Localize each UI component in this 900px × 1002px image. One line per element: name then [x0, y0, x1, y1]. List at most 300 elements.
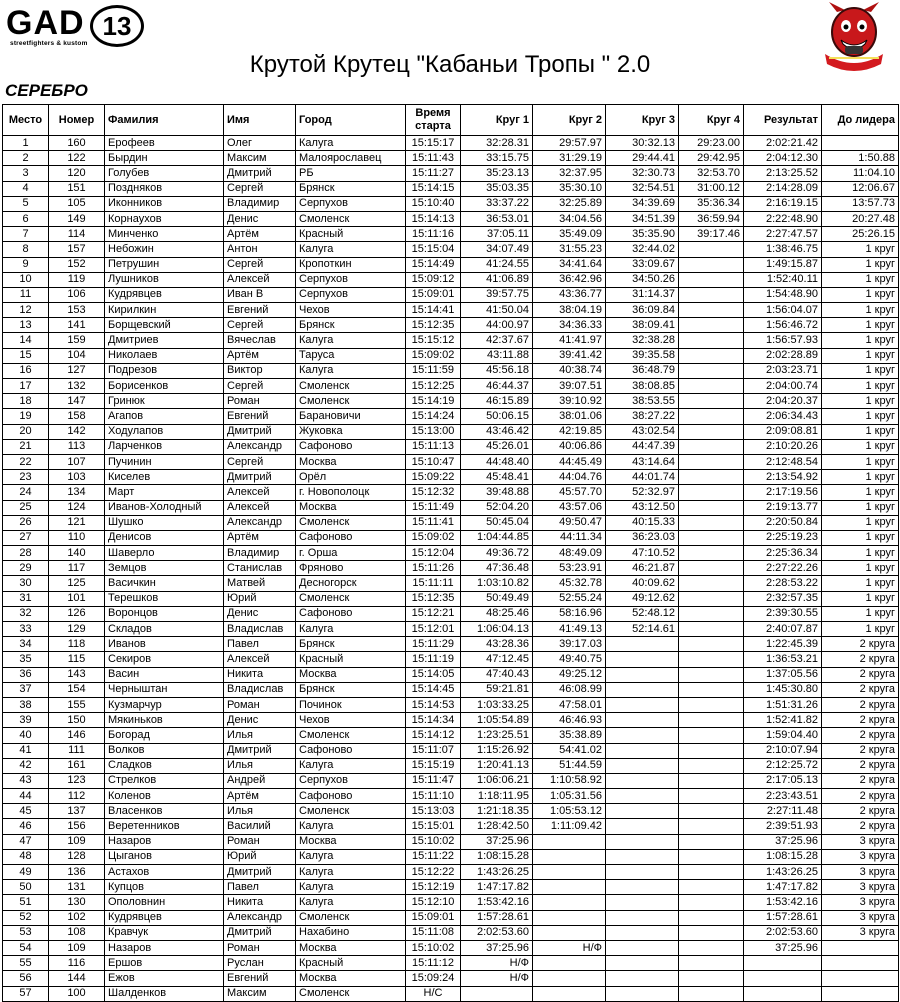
table-row [3, 136, 899, 151]
cell-lap-2: 38:01.06 [533, 409, 606, 424]
cell-place: 42 [3, 758, 49, 773]
cell-result: 1:08:15.28 [744, 849, 822, 864]
cell-start-time: 15:09:02 [406, 348, 461, 363]
cell-gap: 1:50.88 [822, 151, 899, 166]
cell-lap-1: 1:04:44.85 [461, 530, 533, 545]
cell-lap-3 [606, 758, 679, 773]
cell-place: 34 [3, 637, 49, 652]
cell-start-time: 15:15:17 [406, 136, 461, 151]
cell-lap-4: 39:17.46 [679, 227, 744, 242]
cell-number: 127 [49, 363, 105, 378]
cell-number: 155 [49, 697, 105, 712]
cell-result: 1:56:46.72 [744, 318, 822, 333]
cell-lap-2: 31:29.19 [533, 151, 606, 166]
cell-lap-2: 43:57.06 [533, 500, 606, 515]
cell-name: Алексей [224, 652, 296, 667]
cell-place: 39 [3, 713, 49, 728]
cell-result: 2:02:53.60 [744, 925, 822, 940]
cell-start-time: 15:12:01 [406, 622, 461, 637]
cell-gap: 3 круга [822, 910, 899, 925]
cell-city: Серпухов [296, 773, 406, 788]
cell-place: 37 [3, 682, 49, 697]
table-row [3, 348, 899, 363]
cell-name: Алексей [224, 500, 296, 515]
cell-start-time: 15:10:02 [406, 940, 461, 955]
cell-lap-1: 48:25.46 [461, 606, 533, 621]
cell-lap-3: 40:15.33 [606, 515, 679, 530]
cell-number: 130 [49, 895, 105, 910]
cell-surname: Шалденков [105, 986, 224, 1001]
cell-place: 19 [3, 409, 49, 424]
cell-number: 146 [49, 728, 105, 743]
cell-gap: 12:06.67 [822, 181, 899, 196]
cell-lap-3: 52:48.12 [606, 606, 679, 621]
cell-city: Жуковка [296, 424, 406, 439]
cell-surname: Шаверло [105, 546, 224, 561]
cell-number: 102 [49, 910, 105, 925]
cell-gap: 1 круг [822, 409, 899, 424]
cell-name: Иван В [224, 287, 296, 302]
cell-lap-2: 38:04.19 [533, 303, 606, 318]
cell-city: Москва [296, 667, 406, 682]
cell-number: 144 [49, 971, 105, 986]
cell-lap-1: 45:56.18 [461, 363, 533, 378]
cell-lap-3: 43:02.54 [606, 424, 679, 439]
cell-place: 3 [3, 166, 49, 181]
logo-tagline: streetfighters & kustom [10, 40, 88, 47]
cell-lap-1: 44:00.97 [461, 318, 533, 333]
cell-lap-2: 35:38.89 [533, 728, 606, 743]
cell-result: 2:19:13.77 [744, 500, 822, 515]
cell-city: Смоленск [296, 394, 406, 409]
cell-gap: 1 круг [822, 439, 899, 454]
cell-surname: Цыганов [105, 849, 224, 864]
cell-number: 156 [49, 819, 105, 834]
cell-start-time: 15:11:08 [406, 925, 461, 940]
cell-lap-1: 34:07.49 [461, 242, 533, 257]
table-row [3, 819, 899, 834]
table-row [3, 287, 899, 302]
cell-surname: Земцов [105, 561, 224, 576]
cell-start-time: 15:11:41 [406, 515, 461, 530]
cell-name: Александр [224, 910, 296, 925]
cell-surname: Петрушин [105, 257, 224, 272]
cell-start-time: 15:11:12 [406, 956, 461, 971]
table-row [3, 804, 899, 819]
cell-number: 153 [49, 303, 105, 318]
table-row [3, 257, 899, 272]
cell-gap: 2 круга [822, 652, 899, 667]
cell-lap-3 [606, 743, 679, 758]
cell-result: 2:04:00.74 [744, 379, 822, 394]
cell-result: 1:56:04.07 [744, 303, 822, 318]
col-name: Имя [224, 105, 296, 136]
cell-number: 119 [49, 272, 105, 287]
cell-surname: Веретенников [105, 819, 224, 834]
cell-lap-1: 1:03:33.25 [461, 697, 533, 712]
cell-gap: 1 круг [822, 242, 899, 257]
cell-place: 51 [3, 895, 49, 910]
cell-result: 1:57:28.61 [744, 910, 822, 925]
cell-place: 7 [3, 227, 49, 242]
cell-name: Павел [224, 880, 296, 895]
cell-name: Александр [224, 515, 296, 530]
cell-surname: Денисов [105, 530, 224, 545]
cell-place: 57 [3, 986, 49, 1001]
cell-name: Денис [224, 713, 296, 728]
table-row [3, 697, 899, 712]
cell-lap-2: 54:41.02 [533, 743, 606, 758]
cell-surname: Купцов [105, 880, 224, 895]
cell-lap-3: 29:44.41 [606, 151, 679, 166]
cell-gap: 3 круга [822, 880, 899, 895]
table-row [3, 728, 899, 743]
cell-city: Калуга [296, 895, 406, 910]
cell-number: 157 [49, 242, 105, 257]
cell-lap-3: 44:01.74 [606, 470, 679, 485]
cell-lap-1: 41:24.55 [461, 257, 533, 272]
cell-name: Станислав [224, 561, 296, 576]
cell-start-time: 15:12:35 [406, 591, 461, 606]
cell-start-time: 15:11:49 [406, 500, 461, 515]
cell-lap-1: 46:44.37 [461, 379, 533, 394]
cell-surname: Пучинин [105, 454, 224, 469]
cell-lap-1: 39:48.88 [461, 485, 533, 500]
cell-lap-1: 1:08:15.28 [461, 849, 533, 864]
table-row [3, 181, 899, 196]
cell-city: Малоярославец [296, 151, 406, 166]
cell-lap-1: 50:06.15 [461, 409, 533, 424]
cell-start-time: 15:14:13 [406, 211, 461, 226]
cell-place: 46 [3, 819, 49, 834]
cell-name: Роман [224, 834, 296, 849]
cell-name: Дмитрий [224, 424, 296, 439]
cell-gap: 2 круга [822, 667, 899, 682]
cell-lap-3 [606, 895, 679, 910]
cell-lap-3: 43:14.64 [606, 454, 679, 469]
cell-name: Артём [224, 789, 296, 804]
cell-lap-4: 35:36.34 [679, 196, 744, 211]
cell-gap: 1 круг [822, 257, 899, 272]
cell-surname: Назаров [105, 940, 224, 955]
cell-name: Андрей [224, 773, 296, 788]
cell-lap-3: 43:12.50 [606, 500, 679, 515]
table-row [3, 409, 899, 424]
cell-lap-1: 1:06:06.21 [461, 773, 533, 788]
cell-lap-4 [679, 606, 744, 621]
cell-lap-4 [679, 394, 744, 409]
table-row [3, 971, 899, 986]
cell-surname: Богорад [105, 728, 224, 743]
cell-place: 12 [3, 303, 49, 318]
cell-lap-1: 47:12.45 [461, 652, 533, 667]
cell-city: Серпухов [296, 287, 406, 302]
cell-start-time: 15:11:13 [406, 439, 461, 454]
cell-lap-4 [679, 925, 744, 940]
cell-lap-4 [679, 622, 744, 637]
cell-lap-4 [679, 470, 744, 485]
cell-lap-1: 59:21.81 [461, 682, 533, 697]
cell-city: Красный [296, 956, 406, 971]
table-row [3, 227, 899, 242]
cell-place: 24 [3, 485, 49, 500]
cell-lap-2: Н/Ф [533, 940, 606, 955]
cell-lap-2: 45:57.70 [533, 485, 606, 500]
cell-lap-4 [679, 697, 744, 712]
cell-lap-4 [679, 819, 744, 834]
cell-gap: 3 круга [822, 834, 899, 849]
cell-gap: 11:04.10 [822, 166, 899, 181]
cell-result: 2:12:25.72 [744, 758, 822, 773]
cell-result: 2:12:48.54 [744, 454, 822, 469]
cell-city: Сафоново [296, 743, 406, 758]
cell-place: 28 [3, 546, 49, 561]
cell-lap-4 [679, 940, 744, 955]
cell-place: 31 [3, 591, 49, 606]
cell-city: Калуга [296, 363, 406, 378]
cell-result: 2:10:07.94 [744, 743, 822, 758]
cell-number: 150 [49, 713, 105, 728]
cell-lap-4 [679, 576, 744, 591]
table-row [3, 667, 899, 682]
cell-city: Барановичи [296, 409, 406, 424]
cell-start-time: 15:12:19 [406, 880, 461, 895]
cell-name: Евгений [224, 409, 296, 424]
cell-start-time: 15:09:24 [406, 971, 461, 986]
cell-surname: Иконников [105, 196, 224, 211]
cell-lap-1: Н/Ф [461, 971, 533, 986]
cell-start-time: 15:14:34 [406, 713, 461, 728]
cell-place: 8 [3, 242, 49, 257]
cell-number: 143 [49, 667, 105, 682]
cell-result: 2:13:54.92 [744, 470, 822, 485]
cell-surname: Поздняков [105, 181, 224, 196]
table-row [3, 849, 899, 864]
cell-place: 55 [3, 956, 49, 971]
cell-gap: 20:27.48 [822, 211, 899, 226]
cell-lap-4: 32:53.70 [679, 166, 744, 181]
cell-start-time: 15:12:21 [406, 606, 461, 621]
cell-number: 118 [49, 637, 105, 652]
cell-lap-1 [461, 986, 533, 1001]
cell-result: 2:02:28.89 [744, 348, 822, 363]
cell-place: 25 [3, 500, 49, 515]
cell-surname: Складов [105, 622, 224, 637]
cell-name: Артём [224, 227, 296, 242]
table-row [3, 865, 899, 880]
cell-surname: Ларченков [105, 439, 224, 454]
cell-surname: Бырдин [105, 151, 224, 166]
cell-name: Алексей [224, 485, 296, 500]
cell-lap-3: 30:32.13 [606, 136, 679, 151]
cell-start-time: 15:12:25 [406, 379, 461, 394]
cell-result: 1:49:15.87 [744, 257, 822, 272]
cell-start-time: 15:15:01 [406, 819, 461, 834]
cell-result: 1:54:48.90 [744, 287, 822, 302]
cell-lap-3: 52:14.61 [606, 622, 679, 637]
cell-start-time: 15:15:04 [406, 242, 461, 257]
cell-gap: 1 круг [822, 561, 899, 576]
cell-result: 2:40:07.87 [744, 622, 822, 637]
cell-gap: 1 круг [822, 591, 899, 606]
cell-number: 112 [49, 789, 105, 804]
cell-lap-1: 43:11.88 [461, 348, 533, 363]
cell-lap-4 [679, 971, 744, 986]
cell-city: Кропоткин [296, 257, 406, 272]
cell-lap-1: 1:21:18.35 [461, 804, 533, 819]
cell-lap-3: 33:09.67 [606, 257, 679, 272]
cell-gap: 1 круг [822, 500, 899, 515]
cell-gap: 1 круг [822, 470, 899, 485]
cell-start-time: 15:15:12 [406, 333, 461, 348]
cell-result: 2:39:30.55 [744, 606, 822, 621]
cell-city: Починок [296, 697, 406, 712]
cell-lap-4 [679, 652, 744, 667]
cell-place: 16 [3, 363, 49, 378]
cell-lap-4 [679, 591, 744, 606]
cell-number: 131 [49, 880, 105, 895]
cell-city: Калуга [296, 622, 406, 637]
cell-lap-4 [679, 667, 744, 682]
cell-name: Сергей [224, 257, 296, 272]
cell-result: 2:20:50.84 [744, 515, 822, 530]
cell-number: 110 [49, 530, 105, 545]
cell-name: Сергей [224, 181, 296, 196]
cell-lap-4 [679, 424, 744, 439]
cell-lap-3: 36:09.84 [606, 303, 679, 318]
cell-lap-2 [533, 880, 606, 895]
cell-number: 104 [49, 348, 105, 363]
table-row [3, 470, 899, 485]
cell-lap-2: 40:38.74 [533, 363, 606, 378]
cell-number: 158 [49, 409, 105, 424]
cell-start-time: 15:09:12 [406, 272, 461, 287]
cell-number: 111 [49, 743, 105, 758]
col-start-time: Время старта [406, 105, 461, 136]
cell-surname: Кудрявцев [105, 910, 224, 925]
cell-city: Калуга [296, 136, 406, 151]
cell-city: Смоленск [296, 211, 406, 226]
cell-start-time: 15:09:02 [406, 530, 461, 545]
cell-lap-2: 32:37.95 [533, 166, 606, 181]
cell-lap-4 [679, 880, 744, 895]
cell-result: 2:25:19.23 [744, 530, 822, 545]
cell-city: Брянск [296, 318, 406, 333]
cell-surname: Корнаухов [105, 211, 224, 226]
cell-lap-2: 32:25.89 [533, 196, 606, 211]
cell-start-time: 15:11:22 [406, 849, 461, 864]
cell-name: Антон [224, 242, 296, 257]
cell-number: 152 [49, 257, 105, 272]
cell-lap-3: 32:44.02 [606, 242, 679, 257]
cell-lap-1: 1:18:11.95 [461, 789, 533, 804]
cell-name: Олег [224, 136, 296, 151]
table-row [3, 576, 899, 591]
cell-result: 2:02:21.42 [744, 136, 822, 151]
table-row [3, 196, 899, 211]
cell-surname: Лушников [105, 272, 224, 287]
cell-city: г. Новополоцк [296, 485, 406, 500]
cell-name: Артём [224, 348, 296, 363]
table-row [3, 561, 899, 576]
cell-lap-1: 52:04.20 [461, 500, 533, 515]
cell-lap-4 [679, 986, 744, 1001]
table-row [3, 546, 899, 561]
cell-lap-1: 1:57:28.61 [461, 910, 533, 925]
cell-lap-4 [679, 515, 744, 530]
cell-gap: 1 круг [822, 318, 899, 333]
cell-number: 109 [49, 940, 105, 955]
cell-lap-1: 1:15:26.92 [461, 743, 533, 758]
cell-start-time: 15:10:47 [406, 454, 461, 469]
cell-surname: Ополовнин [105, 895, 224, 910]
cell-start-time: 15:10:02 [406, 834, 461, 849]
cell-result: 2:27:11.48 [744, 804, 822, 819]
cell-lap-2: 49:25.12 [533, 667, 606, 682]
col-number: Номер [49, 105, 105, 136]
cell-lap-2: 35:30.10 [533, 181, 606, 196]
cell-city: Смоленск [296, 515, 406, 530]
cell-lap-2 [533, 865, 606, 880]
cell-lap-3 [606, 682, 679, 697]
cell-place: 27 [3, 530, 49, 545]
cell-lap-2: 39:10.92 [533, 394, 606, 409]
cell-lap-1: 37:25.96 [461, 940, 533, 955]
cell-lap-1: 1:53:42.16 [461, 895, 533, 910]
cell-number: 142 [49, 424, 105, 439]
cell-lap-3: 38:53.55 [606, 394, 679, 409]
cell-surname: Ерофеев [105, 136, 224, 151]
table-row [3, 500, 899, 515]
cell-start-time: 15:11:29 [406, 637, 461, 652]
cell-city: Смоленск [296, 910, 406, 925]
cell-lap-4 [679, 257, 744, 272]
cell-result: 1:52:40.11 [744, 272, 822, 287]
cell-lap-1: 37:25.96 [461, 834, 533, 849]
cell-place: 10 [3, 272, 49, 287]
cell-result: 1:38:46.75 [744, 242, 822, 257]
cell-place: 33 [3, 622, 49, 637]
cell-city: Смоленск [296, 804, 406, 819]
cell-lap-3: 32:38.28 [606, 333, 679, 348]
cell-gap: 3 круга [822, 865, 899, 880]
cell-place: 56 [3, 971, 49, 986]
cell-lap-3 [606, 834, 679, 849]
cell-city: Брянск [296, 637, 406, 652]
cell-place: 22 [3, 454, 49, 469]
cell-city: Чехов [296, 713, 406, 728]
cell-lap-3: 36:48.79 [606, 363, 679, 378]
cell-city: Москва [296, 500, 406, 515]
cell-result [744, 956, 822, 971]
cell-start-time: 15:14:49 [406, 257, 461, 272]
cell-name: Денис [224, 211, 296, 226]
cell-lap-1: 1:28:42.50 [461, 819, 533, 834]
cell-lap-3: 38:27.22 [606, 409, 679, 424]
cell-number: 113 [49, 439, 105, 454]
cell-lap-2: 58:16.96 [533, 606, 606, 621]
cell-number: 134 [49, 485, 105, 500]
cell-name: Артём [224, 530, 296, 545]
cell-lap-4 [679, 272, 744, 287]
cell-result: 2:39:51.93 [744, 819, 822, 834]
cell-name: Роман [224, 940, 296, 955]
cell-city: Смоленск [296, 379, 406, 394]
cell-lap-2: 41:49.13 [533, 622, 606, 637]
cell-lap-2: 39:41.42 [533, 348, 606, 363]
cell-place: 43 [3, 773, 49, 788]
cell-start-time: 15:14:05 [406, 667, 461, 682]
